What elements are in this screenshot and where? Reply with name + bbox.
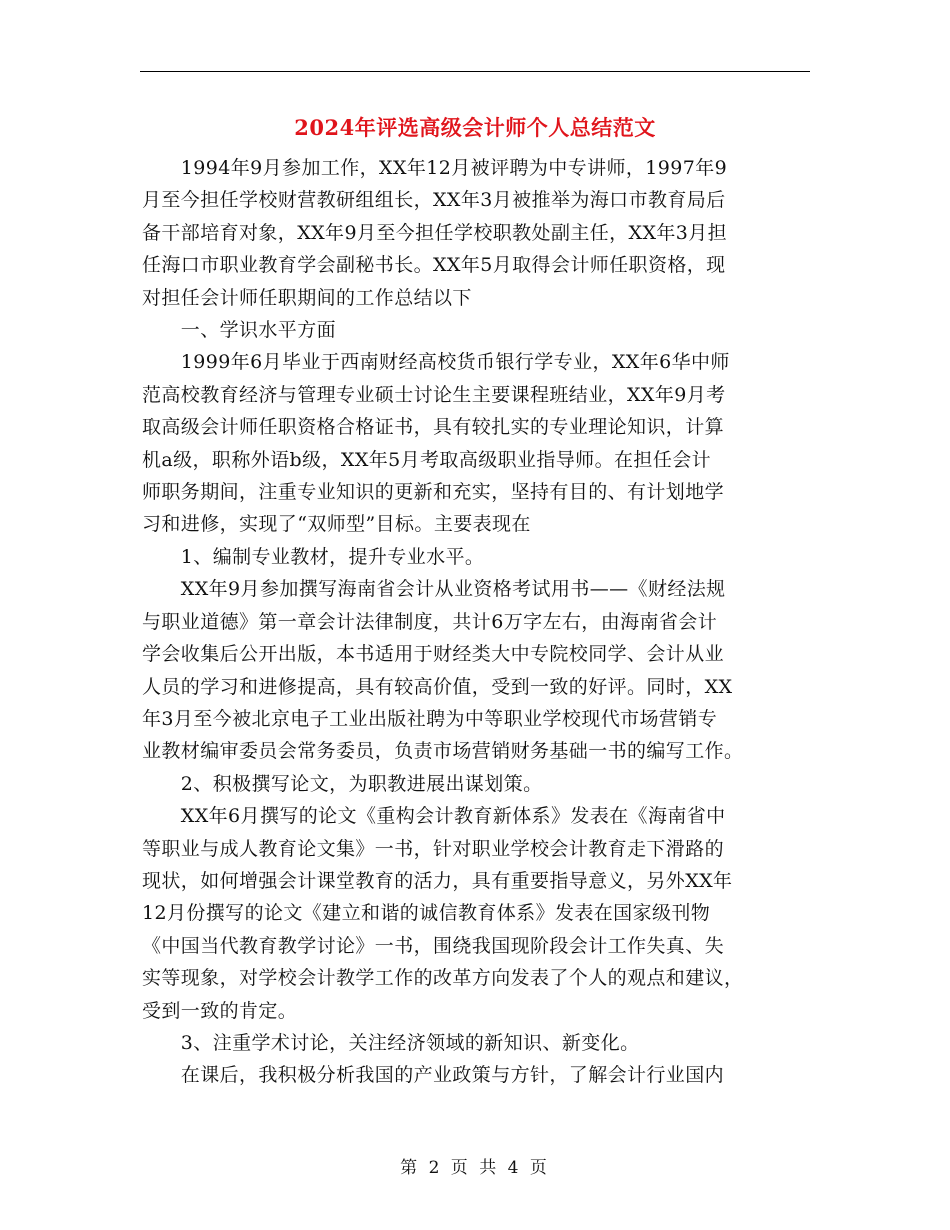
body-line: 受到一致的肯定。 [142, 999, 298, 1022]
body-line: 1994年9月参加工作，XX年12月被评聘为中专讲师，1997年9 [142, 157, 728, 179]
subsection-heading: 1、编制专业教材，提升专业水平。 [142, 545, 485, 568]
body-line: 师职务期间，注重专业知识的更新和充实，坚持有目的、有计划地学 [142, 481, 725, 504]
page-footer: 第 2 页 共 4 页 [400, 1158, 550, 1178]
body-line: 人员的学习和进修提高，具有较高价值，受到一致的好评。同时，XX [142, 675, 733, 698]
section-heading: 一、学识水平方面 [142, 319, 337, 342]
header-rule [140, 71, 810, 72]
body-line: XX年9月参加撰写海南省会计从业资格考试用书——《财经法规 [142, 578, 726, 601]
body-line: 实等现象，对学校会计教学工作的改革方向发表了个人的观点和建议， [142, 967, 744, 990]
body-line: 机a级，职称外语b级，XX年5月考取高级职业指导师。在担任会计 [142, 448, 712, 471]
body-line: 12月份撰写的论文《建立和谐的诚信教育体系》发表在国家级刊物 [142, 902, 711, 925]
document-body [142, 152, 810, 1092]
body-line: 与职业道德》第一章会计法律制度，共计6万字左右，由海南省会计 [142, 610, 718, 633]
body-line: 1999年6月毕业于西南财经高校货币银行学专业，XX年6华中师 [142, 351, 730, 374]
body-line: 业教材编审委员会常务委员，负责市场营销财务基础一书的编写工作。 [142, 740, 744, 763]
body-line: 学会收集后公开出版，本书适用于财经类大中专院校同学、会计从业 [142, 643, 725, 666]
body-line: 年3月至今被北京电子工业出版社聘为中等职业学校现代市场营销专 [142, 707, 718, 730]
body-line: 取高级会计师任职资格合格证书，具有较扎实的专业理论知识，计算 [142, 416, 725, 439]
body-line: 习和进修，实现了“双师型”目标。主要表现在 [142, 513, 531, 536]
body-line: 月至今担任学校财营教研组组长，XX年3月被推举为海口市教育局后 [142, 189, 726, 212]
body-line: 对担任会计师任职期间的工作总结以下 [142, 286, 472, 309]
body-line: 现状，如何增强会计课堂教育的活力，具有重要指导意义，另外XX年 [142, 869, 733, 892]
body-line: 备干部培育对象，XX年9月至今担任学校职教处副主任，XX年3月担 [142, 221, 728, 244]
body-line: 任海口市职业教育学会副秘书长。XX年5月取得会计师任职资格，现 [142, 254, 726, 277]
body-line: 在课后，我积极分析我国的产业政策与方针，了解会计行业国内 [142, 1064, 725, 1087]
body-line: 范高校教育经济与管理专业硕士讨论生主要课程班结业，XX年9月考 [142, 383, 726, 406]
body-line: 等职业与成人教育论文集》一书，针对职业学校会计教育走下滑路的 [142, 837, 725, 860]
body-line: XX年6月撰写的论文《重构会计教育新体系》发表在《海南省中 [142, 805, 726, 828]
subsection-heading: 3、注重学术讨论，关注经济领域的新知识、新变化。 [142, 1031, 640, 1054]
body-line: 《中国当代教育教学讨论》一书，围绕我国现阶段会计工作失真、失 [142, 934, 725, 957]
subsection-heading: 2、积极撰写论文，为职教进展出谋划策。 [142, 772, 543, 795]
document-title: 2024年评选高级会计师个人总结范文 [294, 115, 656, 140]
